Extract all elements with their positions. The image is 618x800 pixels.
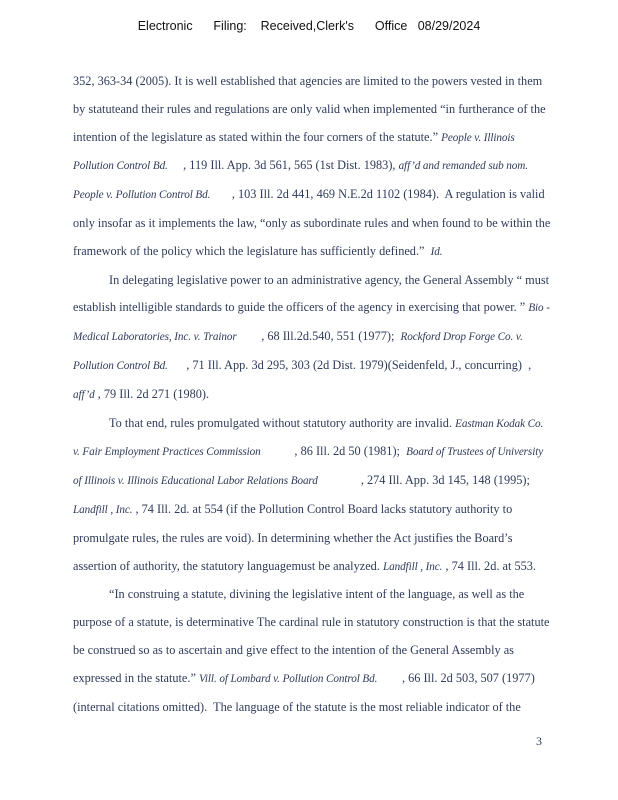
text-segment: , 74 Ill. 2d. at 553.	[442, 558, 536, 573]
text-segment: , 68 Ill.2d.540, 551 (1977);	[236, 329, 401, 344]
case-citation: Rockford Drop Forge Co. v. Pollution Control Bd.	[73, 331, 523, 372]
paragraph-3	[73, 410, 551, 582]
case-citation: Eastman Kodak Co. v. Fair Employment Practices Commission	[73, 417, 544, 459]
paragraph-1	[73, 68, 554, 267]
text-segment: To that end, rules promulgated without statutory authority are invalid.	[109, 415, 456, 430]
case-citation: People v. Illinois Pollution Control Bd.	[73, 131, 515, 173]
text-segment: , 274 Ill. App. 3d 145, 148 (1995);	[317, 473, 533, 488]
text-segment: , 66 Ill. 2d 503, 507 (1977) (internal citations omitted). The language of the statute is the most reliable indicator of the	[73, 670, 538, 714]
text-segment: , 103 Ill. 2d 441, 469 N.E.2d 1102 (1984). A regulation is valid only insofar as it implements the law, “only as subordinate rules and when found to be within the framework of the policy which the legislature has sufficiently defined.”	[73, 187, 554, 258]
page-number: 3	[536, 734, 542, 748]
paragraph-4	[73, 581, 551, 721]
text-segment: , 71 Ill. App. 3d 295, 303 (2d Dist. 1979)(Seidenfeld, J., concurring) ,	[167, 357, 535, 372]
text-segment: 352, 363-34 (2005). It is well established that agencies are limited to the powers vested in them by statuteand their rules and regulations are only valid when implemented “in furtherance of the intention of the legislature as stated within the four corners of the statute.”	[73, 74, 546, 144]
text-segment: “In construing a statute, divining the legislative intent of the language, as well as the purpose of a statute, is determinative The cardinal rule in statutory construction is that the statute be construed so as to ascertain and give effect to the intention of the General Assembly as expressed in the statute.”	[73, 587, 550, 685]
text-segment: In delegating legislative power to an administrative agency, the General Assembly “ must establish intelligible standards to guide the officers of the agency in exercising that power. ”	[73, 272, 550, 315]
text-segment: , 79 Ill. 2d 271 (1980).	[94, 386, 210, 401]
text-segment: , 119 Ill. App. 3d 561, 565 (1st Dist. 1983),	[167, 158, 399, 173]
document-body	[73, 68, 554, 721]
case-citation: Landfill , Inc.	[382, 560, 443, 573]
text-segment: , 74 Ill. 2d. at 554 (if the Pollution Control Board lacks statutory authority to promulgate rules, the rules are void). In determining whether the Act justifies the Board’s assertion of authority, the statutory languagemust be analyzed.	[73, 501, 513, 573]
case-citation: aff’d	[73, 388, 95, 401]
paragraph-2	[73, 267, 551, 410]
case-citation: aff’d and remanded sub nom. People v. Pollution Control Bd.	[73, 160, 528, 202]
electronic-filing-stamp: Electronic Filing: Received,Clerk's Office 08/29/2024	[137, 19, 481, 33]
case-citation: Board of Trustees of University of Illinois v. Illinois Educational Labor Relations Board	[73, 446, 544, 488]
case-citation: Bio - Medical Laboratories, Inc. v. Trainor	[73, 302, 550, 344]
case-citation: Id.	[430, 245, 443, 258]
case-citation: Landfill , Inc.	[73, 503, 133, 516]
case-citation: Vill. of Lombard v. Pollution Control Bd.	[199, 672, 378, 685]
text-segment: , 86 Ill. 2d 50 (1981);	[260, 444, 407, 459]
